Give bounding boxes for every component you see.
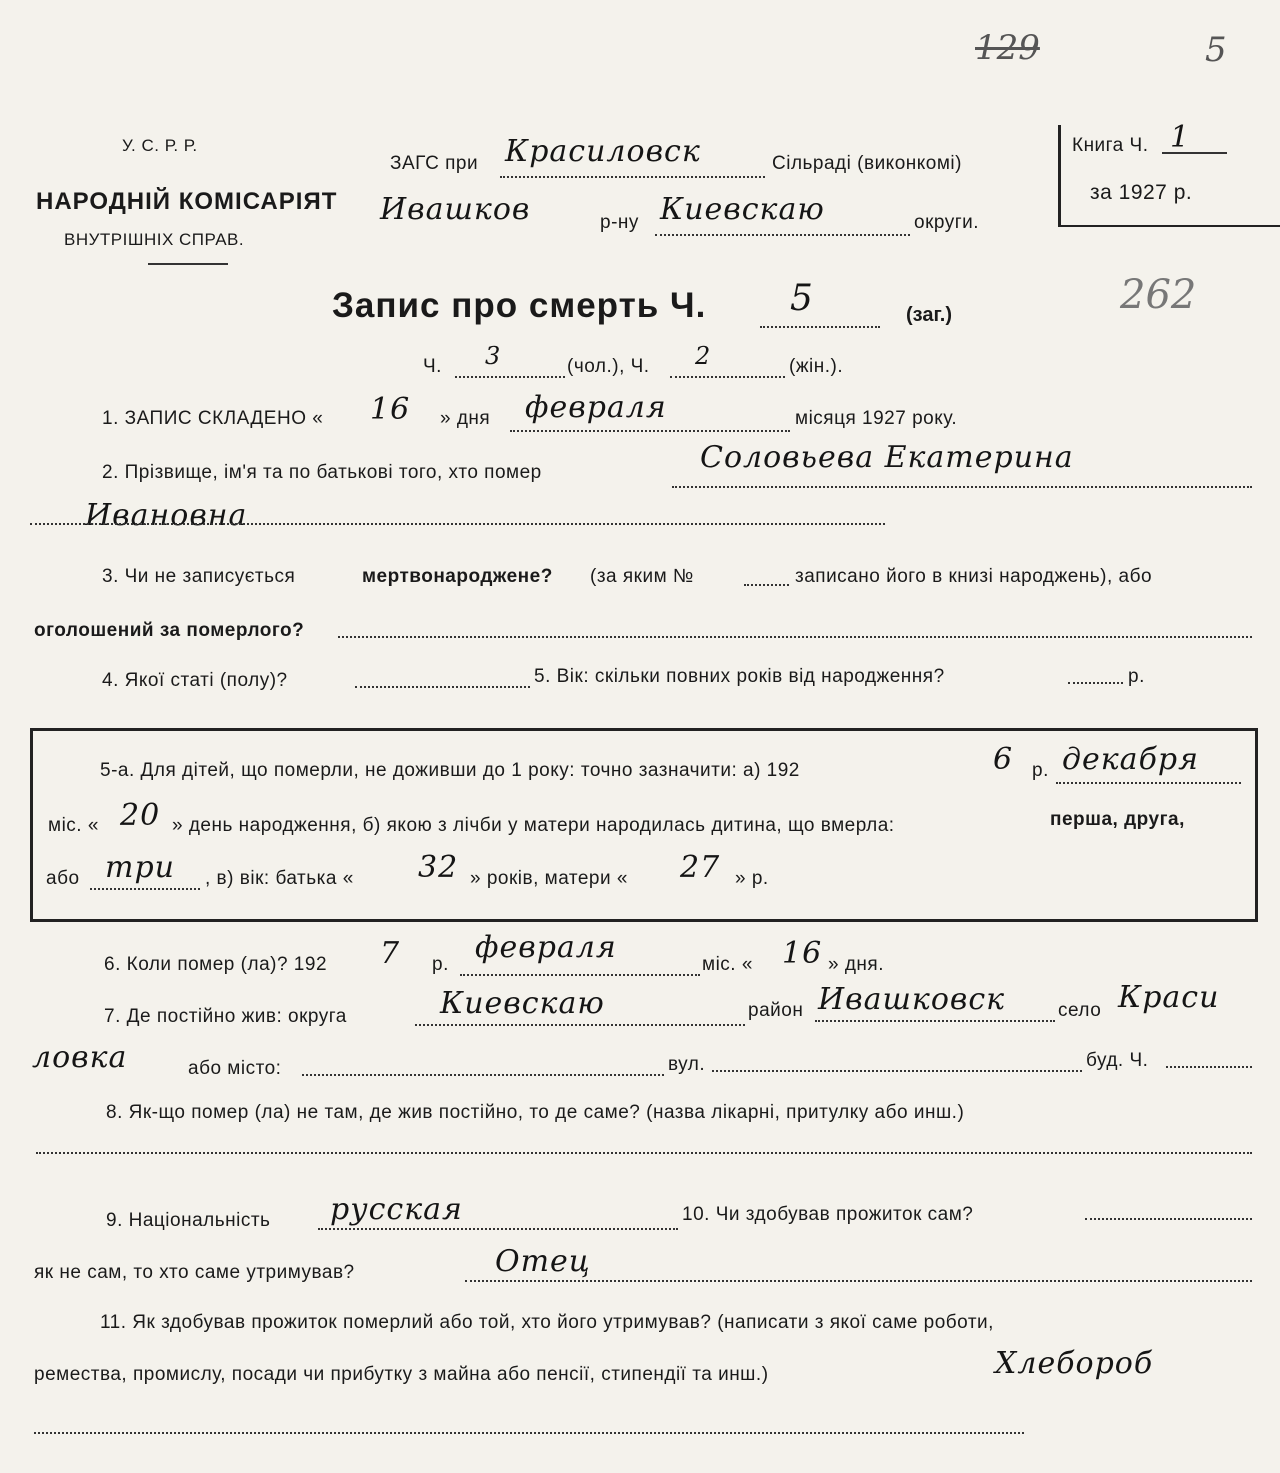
q5a-birth-month: декабря bbox=[1062, 742, 1199, 777]
q7-rayon: Ивашковск bbox=[818, 982, 1006, 1017]
q5a-tail: » р. bbox=[735, 868, 769, 889]
q6-tail: » дня. bbox=[828, 954, 884, 975]
q2-line1 bbox=[672, 486, 1252, 488]
zags-district: Ивашков bbox=[380, 192, 531, 227]
record-number: 5 bbox=[790, 278, 814, 319]
q1-label: 1. ЗАПИС СКЛАДЕНО « bbox=[102, 408, 324, 429]
q10-line bbox=[1085, 1218, 1252, 1220]
q7-vul-label: вул. bbox=[668, 1054, 706, 1075]
q5a-line1: 5-а. Для дітей, що померли, не доживши до 1 року: точно зазначити: а) 192 bbox=[100, 760, 800, 781]
q9-label: 9. Національність bbox=[106, 1210, 271, 1231]
q5a-month-line bbox=[1056, 782, 1241, 784]
q5a-mis: міс. « bbox=[48, 815, 99, 836]
q10b-line bbox=[465, 1280, 1252, 1282]
q9-nationality: русская bbox=[330, 1192, 463, 1227]
q5-line bbox=[1068, 682, 1123, 684]
q7-selo-part1: Краси bbox=[1118, 980, 1220, 1015]
q3-declared-dead: оголошений за померлого? bbox=[34, 620, 305, 641]
q4-line bbox=[355, 686, 530, 688]
q5a-birth-order: три bbox=[105, 850, 175, 885]
q5a-father-label: , в) вік: батька « bbox=[205, 868, 354, 889]
male-count: 3 bbox=[485, 342, 502, 370]
zags-village-line bbox=[500, 176, 765, 178]
q11-occupation: Хлебороб bbox=[995, 1346, 1154, 1381]
q5a-father-age: 32 bbox=[418, 850, 459, 885]
q7-vul-line bbox=[712, 1070, 1082, 1072]
q1-month: февраля bbox=[525, 390, 667, 425]
female-count-line bbox=[670, 376, 785, 378]
book-label: Книга Ч. bbox=[1072, 135, 1149, 156]
deceased-name-line2: Ивановна bbox=[85, 498, 248, 533]
q9-line bbox=[318, 1228, 678, 1230]
q6-month: февраля bbox=[475, 930, 617, 965]
zags-village: Красиловск bbox=[505, 134, 701, 169]
zags-okruha: Киевскаю bbox=[660, 192, 825, 227]
department-label: ВНУТРІШНІХ СПРАВ. bbox=[64, 230, 245, 249]
q5a-line2: » день народження, б) якою з лічби у матери народилась дитина, що вмерла: bbox=[172, 815, 895, 836]
q5a-mother-label: » років, матери « bbox=[470, 868, 628, 889]
q5a-mother-age: 27 bbox=[680, 850, 721, 885]
q5-unit: р. bbox=[1128, 666, 1145, 687]
zags-okruhy: округи. bbox=[914, 212, 980, 233]
q3-label-stillborn: мертвонароджене? bbox=[362, 566, 553, 587]
q5-label: 5. Вік: скільки повних років від народження? bbox=[534, 666, 945, 687]
q6-label: 6. Коли помер (ла)? 192 bbox=[104, 954, 328, 975]
q7-misto-label: або місто: bbox=[188, 1058, 282, 1079]
zags-okruha-line bbox=[655, 234, 910, 236]
q6-r: р. bbox=[432, 954, 449, 975]
count-ch: Ч. bbox=[423, 356, 442, 377]
q3-number-line bbox=[744, 584, 789, 586]
q8-label: 8. Як-що помер (ла) не там, де жив постійно, то де саме? (назва лікарні, притулку або инш.) bbox=[106, 1102, 965, 1123]
margin-number: 262 bbox=[1120, 272, 1197, 318]
female-label: (жін.). bbox=[789, 356, 844, 377]
q2-line2 bbox=[30, 523, 885, 525]
q7-bud-label: буд. Ч. bbox=[1086, 1050, 1149, 1071]
q7-rayon-line bbox=[815, 1020, 1055, 1022]
q3-label-d: записано його в книзі народжень), або bbox=[795, 566, 1153, 587]
q11-line3 bbox=[34, 1432, 1024, 1434]
commissariat-title: НАРОДНІЙ КОМІСАРІЯТ bbox=[36, 188, 338, 215]
q3-label-c: (за яким № bbox=[590, 566, 694, 587]
zags-council: Сільраді (виконкомі) bbox=[772, 153, 962, 174]
record-suffix: (заг.) bbox=[906, 304, 953, 326]
corner-number: 5 bbox=[1205, 30, 1227, 70]
record-title: Запис про смерть Ч. bbox=[332, 286, 707, 325]
record-number-line bbox=[760, 326, 880, 328]
q3-label-a: 3. Чи не записується bbox=[102, 566, 296, 587]
book-number: 1 bbox=[1170, 120, 1191, 155]
republic-label: У. С. Р. Р. bbox=[122, 136, 198, 155]
header-divider bbox=[148, 263, 228, 265]
q1-day-label: » дня bbox=[440, 408, 491, 429]
q7-rayon-label: район bbox=[748, 1000, 804, 1021]
male-count-line bbox=[455, 376, 565, 378]
q7-okruha-line bbox=[415, 1024, 745, 1026]
q5a-or: або bbox=[46, 868, 80, 889]
zags-rnu: р-ну bbox=[600, 212, 639, 233]
q7-bud-line bbox=[1166, 1066, 1252, 1068]
q3-line2 bbox=[338, 636, 1252, 638]
q6-year-digit: 7 bbox=[380, 936, 401, 971]
q2-label: 2. Прізвище, ім'я та по батькові того, хто помер bbox=[102, 462, 542, 483]
q1-month-line bbox=[510, 430, 790, 432]
q7-misto-line bbox=[302, 1074, 664, 1076]
q7-selo-label: село bbox=[1058, 1000, 1102, 1021]
q5a-order-options: перша, друга, bbox=[1050, 809, 1185, 830]
q7-label: 7. Де постійно жив: округа bbox=[104, 1006, 347, 1027]
q6-month-line bbox=[460, 974, 700, 976]
female-count: 2 bbox=[695, 342, 712, 370]
q11-line2: ремества, промислу, посади чи прибутку з майна або пенсії, стипендії та инш.) bbox=[34, 1364, 769, 1385]
book-number-line bbox=[1162, 152, 1227, 154]
q6-mis: міс. « bbox=[702, 954, 753, 975]
q7-selo-part2: ловка bbox=[32, 1040, 128, 1075]
q7-okruha: Киевскаю bbox=[440, 986, 605, 1021]
q10b-label: як не сам, то хто саме утримував? bbox=[34, 1262, 355, 1283]
q6-day: 16 bbox=[782, 936, 823, 971]
q5a-r: р. bbox=[1032, 760, 1049, 781]
q10b-supporter: Отец bbox=[495, 1244, 591, 1279]
q5a-birth-year-digit: 6 bbox=[993, 742, 1014, 777]
zags-prefix: ЗАГС при bbox=[390, 153, 479, 174]
q5a-order-line bbox=[90, 888, 200, 890]
q1-tail: місяця 1927 року. bbox=[795, 408, 958, 429]
q11-line1: 11. Як здобував прожиток померлий або той, хто його утримував? (написати з якої саме роботи, bbox=[100, 1312, 994, 1333]
q8-line bbox=[36, 1152, 1252, 1154]
q4-label: 4. Якої статі (полу)? bbox=[102, 670, 288, 691]
q1-day: 16 bbox=[370, 392, 411, 427]
male-label: (чол.), Ч. bbox=[567, 356, 650, 377]
corner-number-crossed: 129 bbox=[975, 28, 1040, 68]
book-year: за 1927 р. bbox=[1090, 181, 1193, 204]
q5a-birth-day: 20 bbox=[120, 798, 161, 833]
deceased-name-line1: Соловьева Екатерина bbox=[700, 440, 1074, 475]
q10-label: 10. Чи здобував прожиток сам? bbox=[682, 1204, 974, 1225]
